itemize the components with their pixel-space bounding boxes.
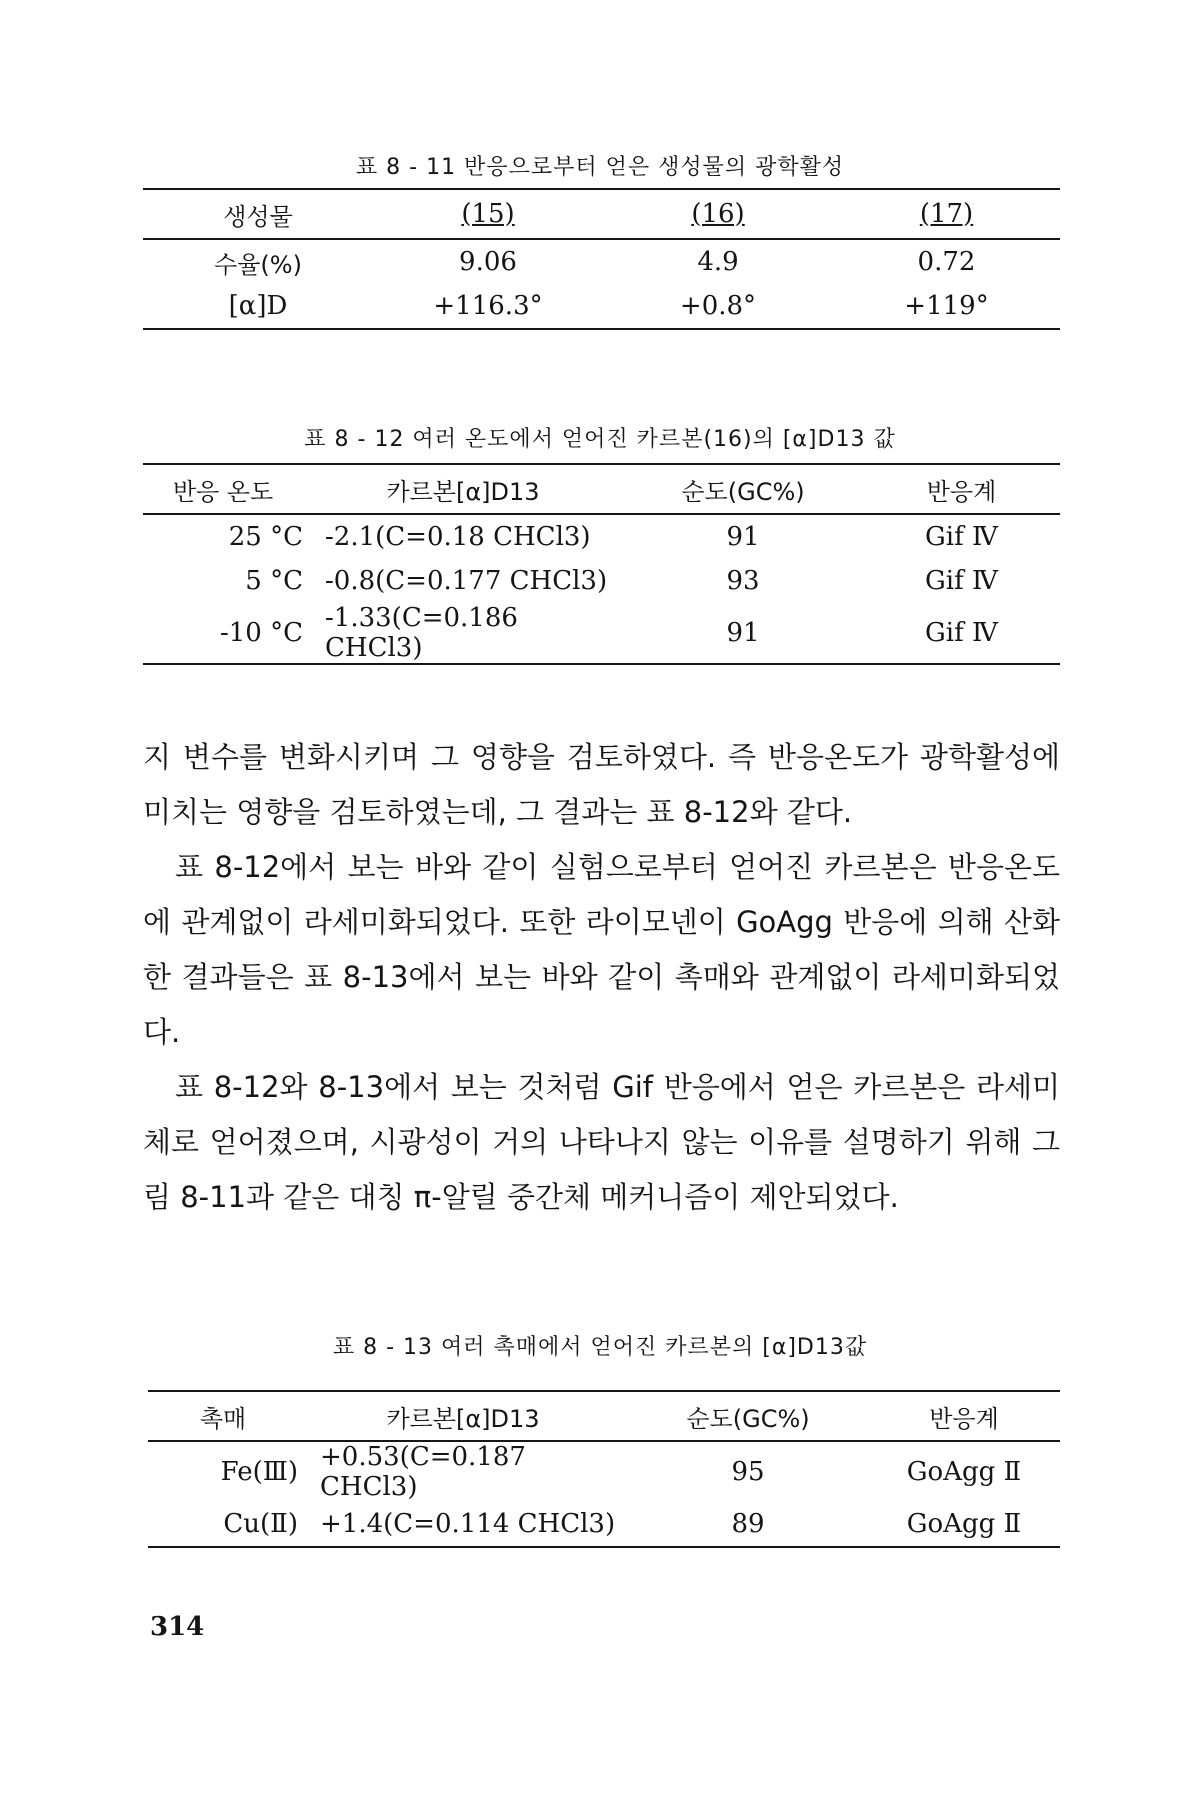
table-cell: 95 bbox=[731, 1457, 765, 1487]
table-row bbox=[148, 1441, 1060, 1502]
header-purity: 순도(GC%) bbox=[623, 464, 863, 514]
table-cell: GoAgg Ⅱ bbox=[906, 1509, 1022, 1539]
table-cell: GoAgg Ⅱ bbox=[906, 1457, 1022, 1487]
body-paragraph-2: 표 8-12에서 보는 바와 같이 실험으로부터 얻어진 카르본은 반응온도에 관계없이 라세미화되었다. 또한 라이모넨이 GoAgg 반응에 의해 산화한 결과들은 표 8-13에서 보는 바와 같이 촉매와 관계없이 라세미화되었다. bbox=[143, 850, 1060, 1049]
row-label-rotation: [α]D bbox=[228, 291, 288, 321]
header-reaction-temp: 반응 온도 bbox=[143, 464, 303, 514]
header-compound-17: (17) bbox=[833, 189, 1060, 239]
table-cell: 89 bbox=[731, 1509, 765, 1539]
table-cell: Fe(Ⅲ) bbox=[220, 1457, 298, 1487]
table-cell: 5 °C bbox=[245, 566, 303, 596]
table-cell: -0.8(C=0.177 CHCl3) bbox=[325, 566, 608, 596]
table-row bbox=[143, 559, 1060, 603]
header-compound-16: (16) bbox=[603, 189, 833, 239]
table-cell: -1.33(C=0.186 CHCl3) bbox=[325, 603, 518, 663]
table-cell: Gif Ⅳ bbox=[925, 618, 998, 648]
table-cell: 91 bbox=[726, 618, 760, 648]
body-paragraph-1: 지 변수를 변화시키며 그 영향을 검토하였다. 즉 반응온도가 광학활성에 미치는 영향을 검토하였는데, 그 결과는 표 8-12와 같다. bbox=[143, 740, 1060, 829]
table-cell: 9.06 bbox=[459, 247, 517, 277]
table-row bbox=[143, 284, 1060, 329]
table-cell: +0.8° bbox=[679, 291, 757, 321]
table-8-11-caption: 표 8 - 11 반응으로부터 얻은 생성물의 광학활성 bbox=[355, 155, 845, 180]
header-product: 생성물 bbox=[143, 189, 373, 239]
table-cell: Gif Ⅳ bbox=[925, 566, 998, 596]
table-cell: +116.3° bbox=[433, 291, 543, 321]
table-row bbox=[143, 603, 1060, 664]
table-cell: -10 °C bbox=[219, 618, 303, 648]
table-cell: Cu(Ⅱ) bbox=[223, 1509, 298, 1539]
table-cell: +1.4(C=0.114 CHCl3) bbox=[320, 1509, 616, 1539]
table-8-13-caption: 표 8 - 13 여러 촉매에서 얻어진 카르본의 [α]D13값 bbox=[332, 1335, 868, 1360]
table-cell: Gif Ⅳ bbox=[925, 522, 998, 552]
table-8-12 bbox=[143, 463, 1060, 665]
header-carvone-rotation: 카르본[α]D13 bbox=[298, 1391, 628, 1441]
table-cell: 25 °C bbox=[228, 522, 303, 552]
header-carvone-rotation: 카르본[α]D13 bbox=[303, 464, 623, 514]
table-cell: +0.53(C=0.187 CHCl3) bbox=[320, 1442, 526, 1502]
header-reaction-system: 반응계 bbox=[863, 464, 1060, 514]
table-row bbox=[143, 514, 1060, 559]
header-catalyst: 촉매 bbox=[148, 1391, 298, 1441]
header-purity: 순도(GC%) bbox=[628, 1391, 868, 1441]
body-paragraph-3: 표 8-12와 8-13에서 보는 것처럼 Gif 반응에서 얻은 카르본은 라세미체로 얻어졌으며, 시광성이 거의 나타나지 않는 이유를 설명하기 위해 그림 8-11과 같은 대칭 π-알릴 중간체 메커니즘이 제안되었다. bbox=[143, 1070, 1060, 1214]
table-cell: 93 bbox=[726, 566, 760, 596]
row-label-yield: 수율(%) bbox=[214, 250, 302, 279]
table-cell: -2.1(C=0.18 CHCl3) bbox=[325, 522, 591, 552]
table-8-12-caption: 표 8 - 12 여러 온도에서 얻어진 카르본(16)의 [α]D13 값 bbox=[304, 427, 896, 452]
table-8-11 bbox=[143, 188, 1060, 330]
table-cell: 91 bbox=[726, 522, 760, 552]
page-number: 314 bbox=[150, 1612, 205, 1642]
table-cell: +119° bbox=[904, 291, 989, 321]
table-cell: 0.72 bbox=[917, 247, 976, 277]
table-cell: 4.9 bbox=[697, 247, 739, 277]
table-8-13 bbox=[148, 1390, 1060, 1548]
table-row bbox=[148, 1502, 1060, 1547]
table-row bbox=[143, 239, 1060, 284]
header-compound-15: (15) bbox=[373, 189, 603, 239]
header-reaction-system: 반응계 bbox=[868, 1391, 1060, 1441]
